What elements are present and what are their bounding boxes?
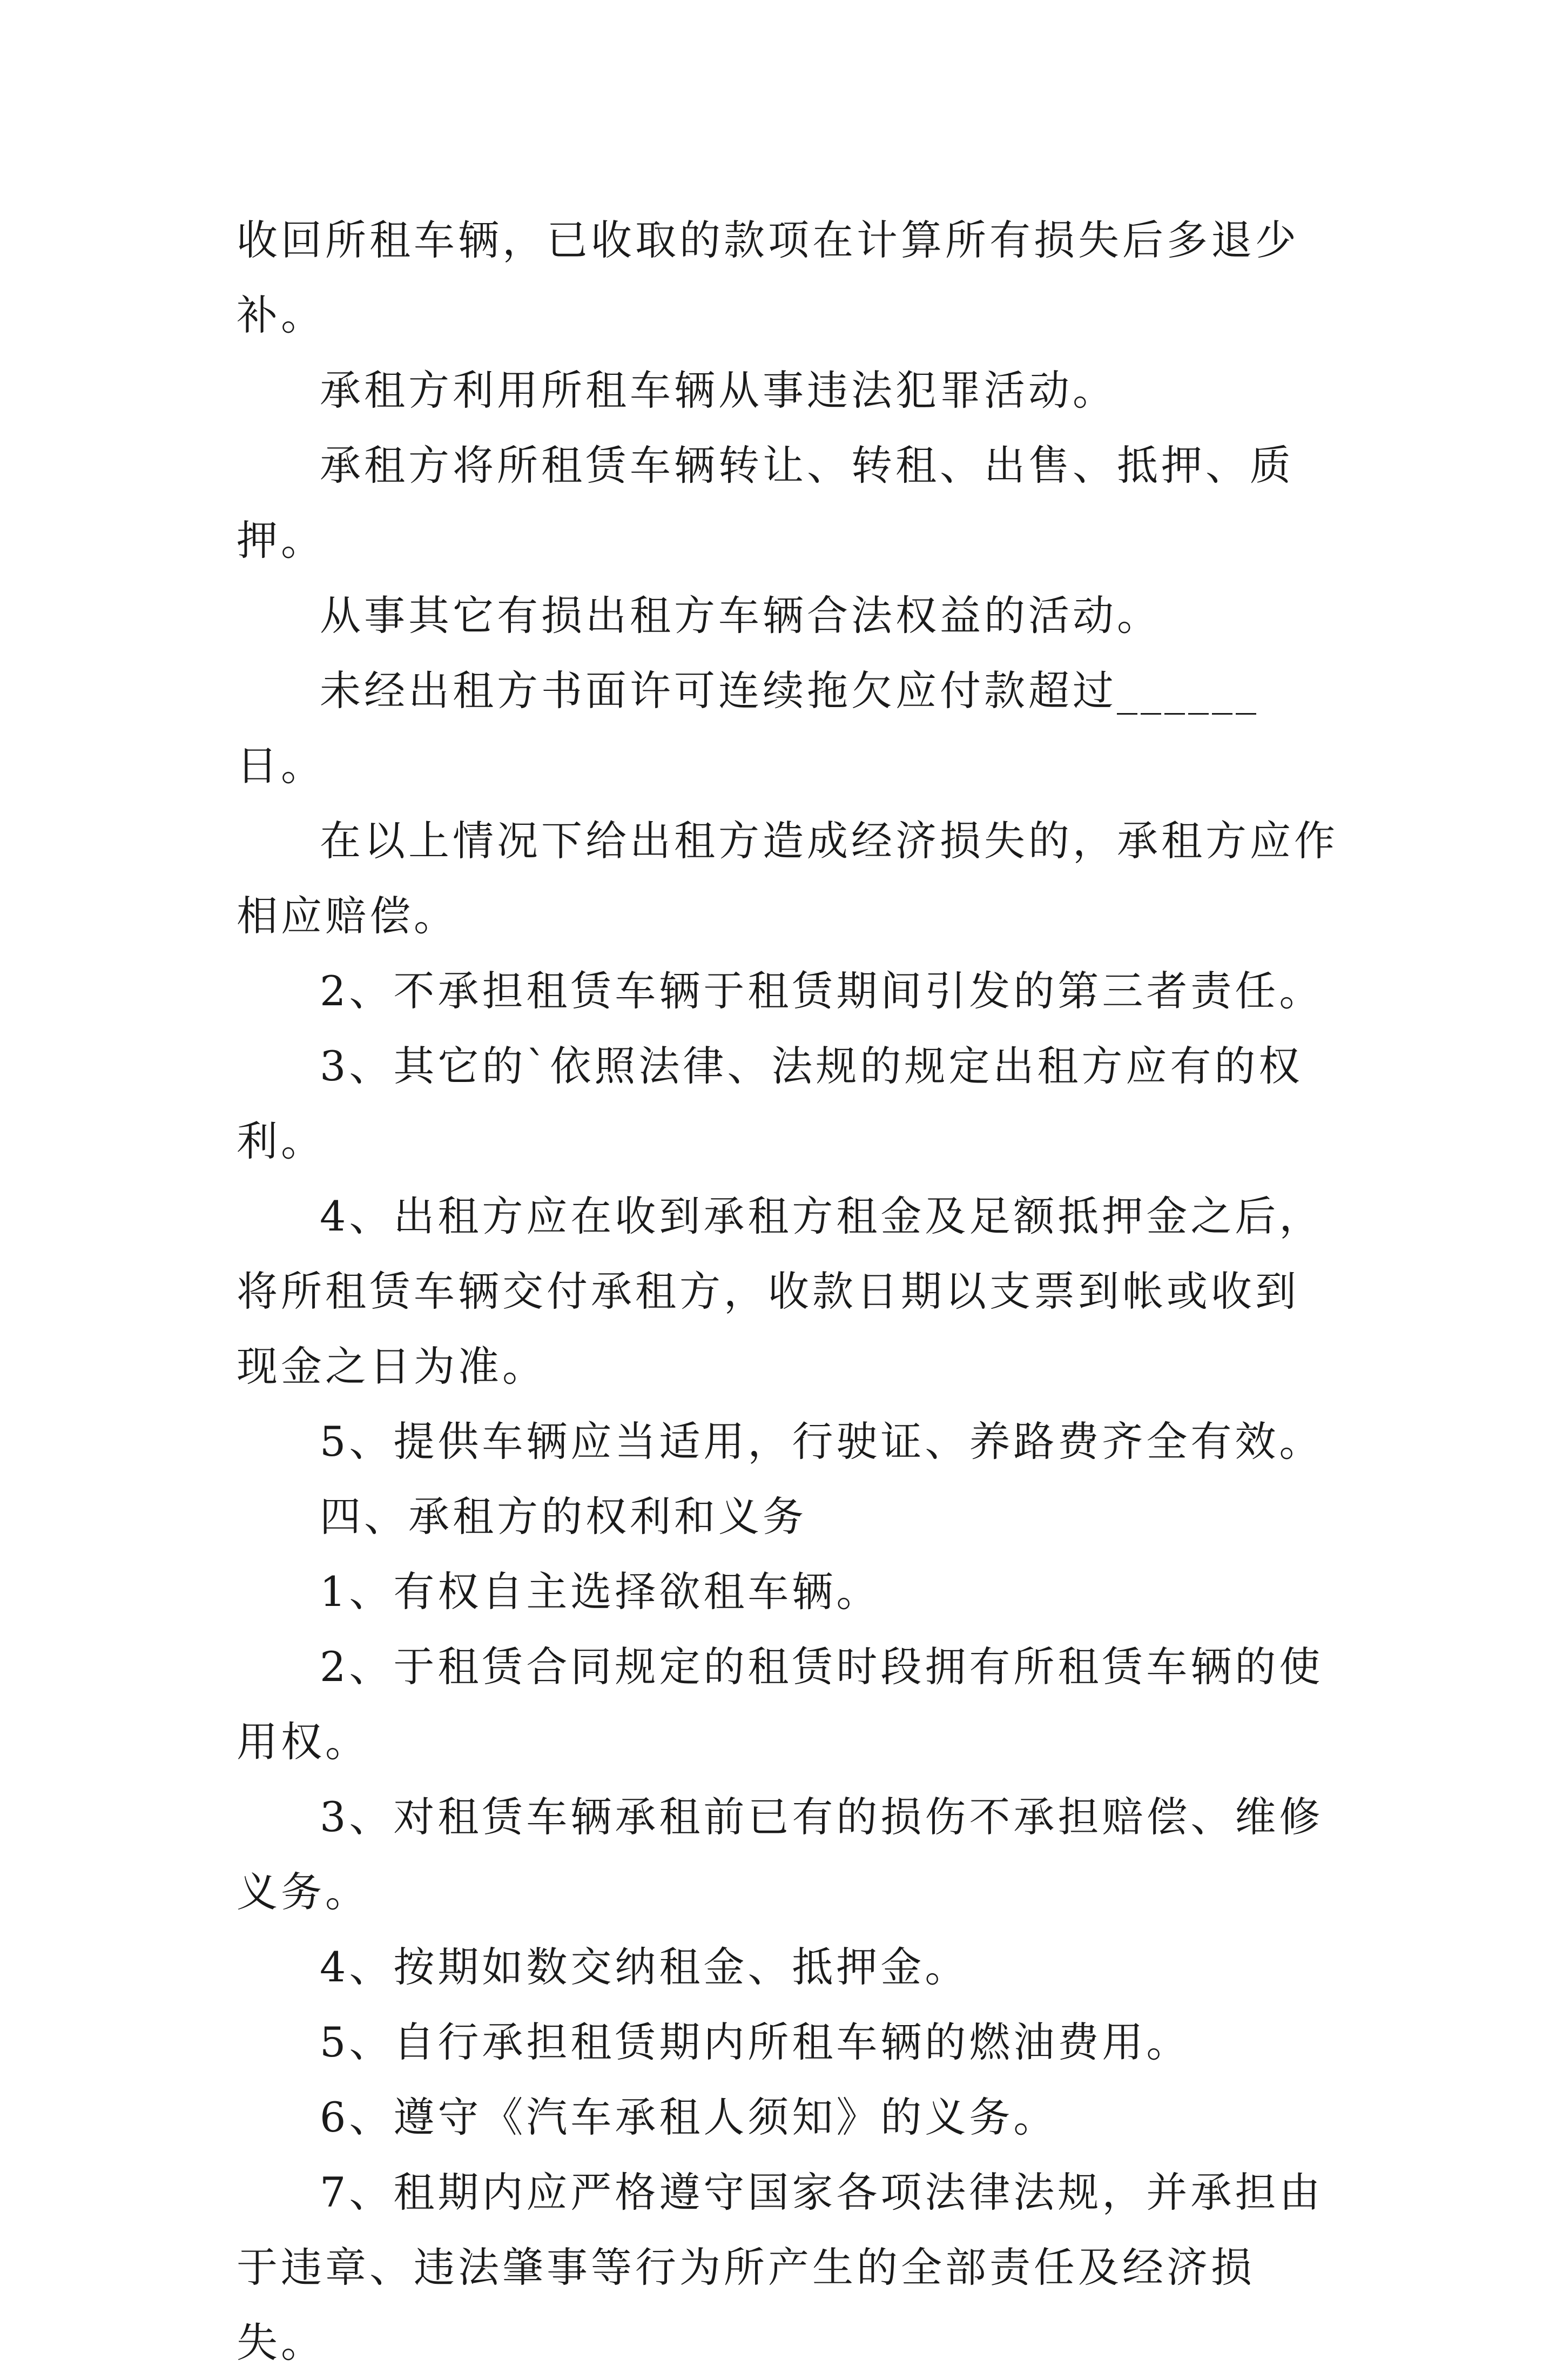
paragraph: 3、其它的`依照法律、法规的规定出租方应有的权利。 — [237, 1042, 1303, 1165]
paragraph: 收回所租车辆，已收取的款项在计算所有损失后多退少补。 — [237, 216, 1299, 339]
paragraph: 5、提供车辆应当适用，行驶证、养路费齐全有效。 — [320, 1417, 1324, 1465]
document-body — [237, 203, 1338, 2380]
paragraph: 4、按期如数交纳租金、抵押金。 — [320, 1943, 969, 1991]
paragraph: 承租方将所租赁车辆转让、转租、出售、抵押、质押。 — [237, 441, 1294, 564]
paragraph: 未经出租方书面许可连续拖欠应付款超过______日。 — [237, 667, 1259, 790]
paragraph: 2、不承担租赁车辆于租赁期间引发的第三者责任。 — [320, 967, 1324, 1015]
paragraph: 7、租期内应严格遵守国家各项法律法规，并承担由于违章、违法肇事等行为所产生的全部责任及经济损失。 — [237, 2168, 1324, 2366]
paragraph: 1、有权自主选择欲租车辆。 — [320, 1568, 881, 1616]
paragraph: 在以上情况下给出租方造成经济损失的，承租方应作相应赔偿。 — [237, 817, 1338, 940]
paragraph: 承租方利用所租车辆从事违法犯罪活动。 — [320, 366, 1117, 414]
paragraph: 从事其它有损出租方车辆合法权益的活动。 — [320, 591, 1161, 640]
section-heading: 四、承租方的权利和义务 — [320, 1492, 807, 1541]
paragraph: 4、出租方应在收到承租方租金及足额抵押金之后，将所租赁车辆交付承租方，收款日期以支票到帐或收到现金之日为准。 — [237, 1192, 1324, 1390]
paragraph: 3、对租赁车辆承租前已有的损伤不承担赔偿、维修义务。 — [237, 1793, 1324, 1916]
paragraph: 6、遵守《汽车承租人须知》的义务。 — [320, 2093, 1058, 2141]
paragraph: 5、自行承担租赁期内所租车辆的燃油费用。 — [320, 2018, 1191, 2066]
paragraph: 2、于租赁合同规定的租赁时段拥有所租赁车辆的使用权。 — [237, 1643, 1324, 1766]
